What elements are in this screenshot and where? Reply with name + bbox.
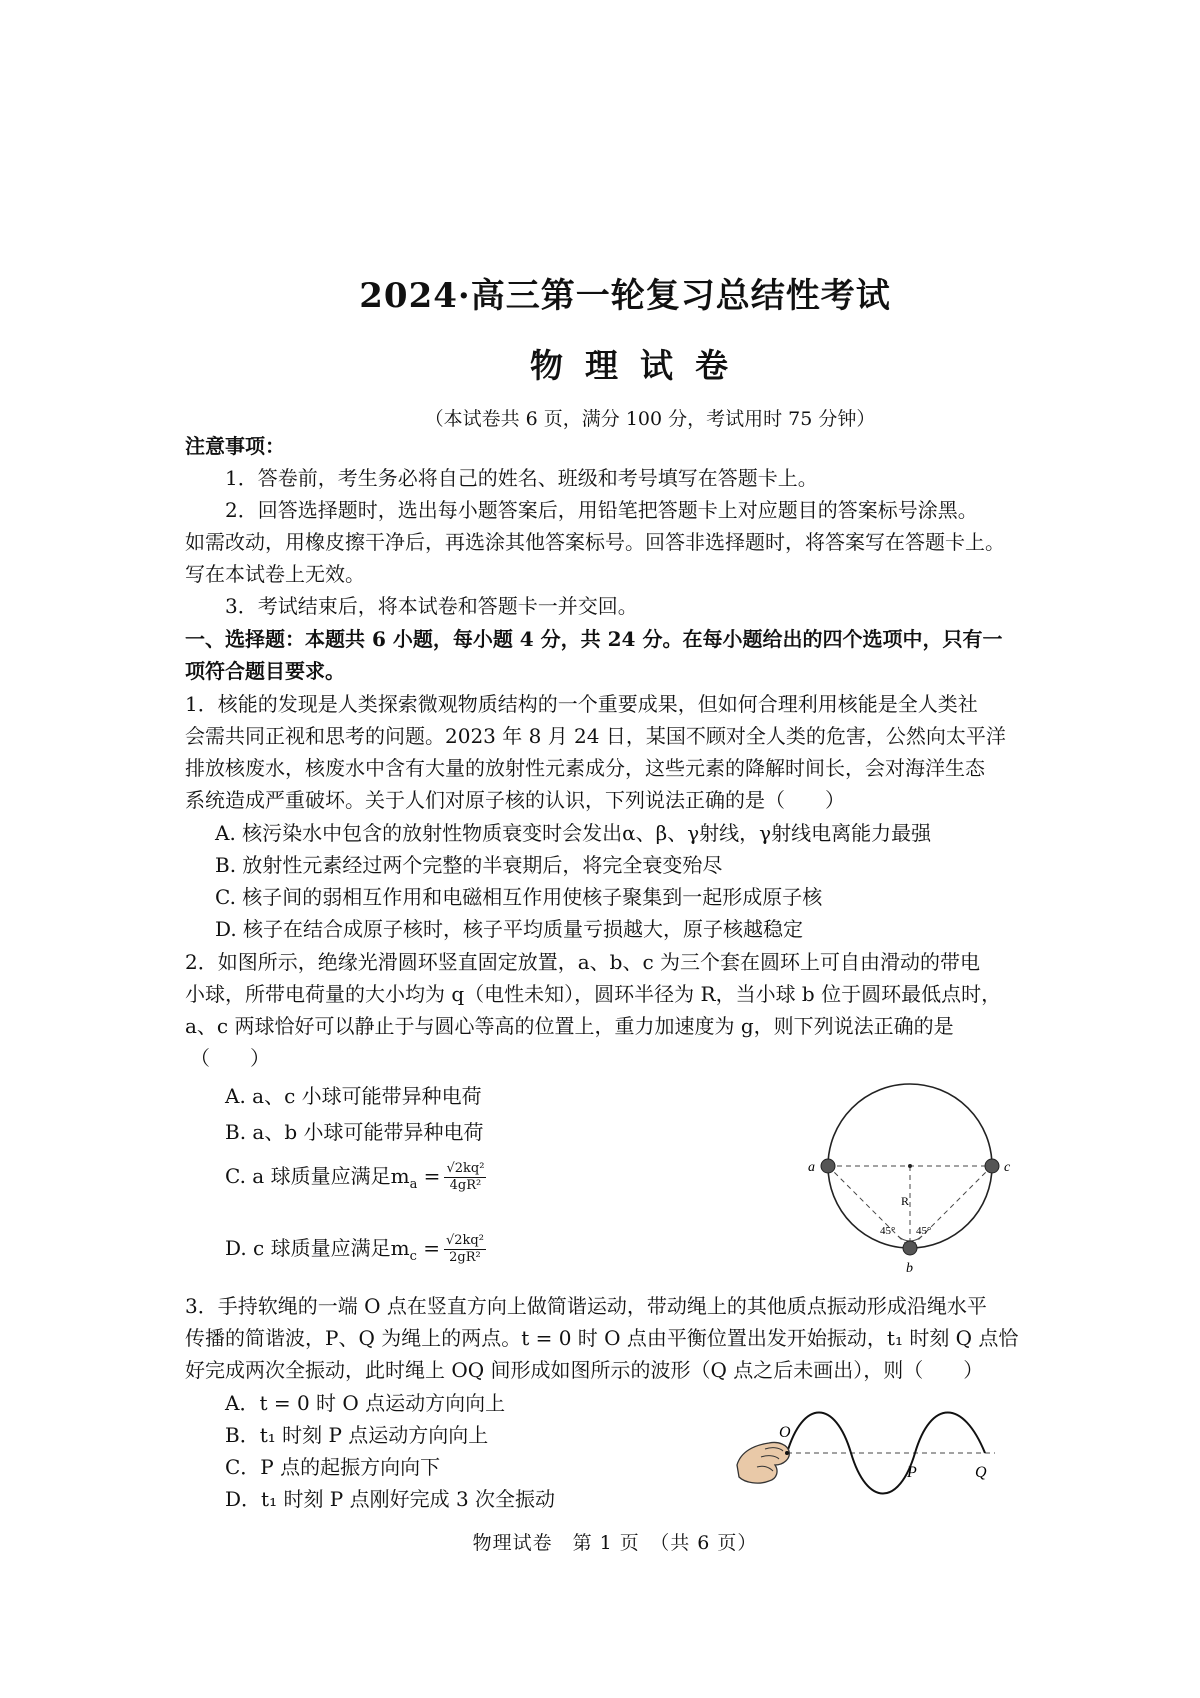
q2-option-d-numerator: √2kq² bbox=[445, 1233, 484, 1248]
q2-option-d-fraction bbox=[444, 1233, 486, 1266]
q2-option-b: B. a、b 小球可能带异种电荷 bbox=[225, 1120, 484, 1144]
section-heading-line2: 项符合题目要求。 bbox=[185, 659, 345, 683]
q2-option-c-denominator: 4gR² bbox=[449, 1178, 482, 1193]
q2-option-d-text: D. c 球质量应满足m bbox=[225, 1236, 410, 1260]
q2-ring-figure bbox=[780, 1060, 1040, 1275]
q3-option-d: D．t₁ 时刻 P 点刚好完成 3 次全振动 bbox=[225, 1487, 556, 1511]
q2-option-c-text: C. a 球质量应满足m bbox=[225, 1164, 410, 1188]
q1-option-a: A. 核污染水中包含的放射性物质衰变时会发出α、β、γ射线，γ射线电离能力最强 bbox=[215, 821, 932, 845]
q1-stem-line3: 排放核废水，核废水中含有大量的放射性元素成分，这些元素的降解时间长，会对海洋生态 bbox=[185, 756, 985, 780]
label-b: b bbox=[906, 1261, 913, 1275]
q2-option-c-numerator: √2kq² bbox=[446, 1161, 485, 1176]
notice-item-2-cont: 如需改动，用橡皮擦干净后，再选涂其他答案标号。回答非选择题时，将答案写在答题卡上。 bbox=[185, 530, 1005, 554]
label-a: a bbox=[808, 1160, 815, 1175]
q3-stem-line1: 3．手持软绳的一端 O 点在竖直方向上做简谐运动，带动绳上的其他质点振动形成沿绳水平 bbox=[185, 1294, 987, 1318]
section-heading-line1: 一、选择题：本题共 6 小题，每小题 4 分，共 24 分。在每小题给出的四个选项中，只有一 bbox=[185, 627, 1003, 651]
q3-wave-figure bbox=[735, 1405, 1005, 1515]
label-angle-right: 45° bbox=[916, 1225, 932, 1237]
q2-option-a: A. a、c 小球可能带异种电荷 bbox=[225, 1084, 482, 1108]
q2-stem-line4: （ ） bbox=[190, 1046, 270, 1070]
ab-dashed-line bbox=[828, 1166, 910, 1248]
exam-title: 2024·高三第一轮复习总结性考试 bbox=[359, 276, 891, 316]
q2-option-c-fraction bbox=[444, 1161, 486, 1194]
q2-option-d: D. c 球质量应满足$m_c$ = $\frac{\text{√2kq²}}{\text{2gR²}}$ bbox=[225, 1233, 484, 1265]
q1-option-c: C. 核子间的弱相互作用和电磁相互作用使核子聚集到一起形成原子核 bbox=[215, 885, 823, 909]
label-R: R bbox=[901, 1194, 910, 1208]
q2-option-c-sub: a bbox=[409, 1177, 418, 1192]
label-Q: Q bbox=[975, 1464, 987, 1481]
ball-c bbox=[985, 1159, 999, 1173]
q3-option-a: A．t = 0 时 O 点运动方向向上 bbox=[225, 1391, 506, 1415]
q1-option-d: D. 核子在结合成原子核时，核子平均质量亏损越大，原子核越稳定 bbox=[215, 917, 804, 941]
q1-stem-line4: 系统造成严重破坏。关于人们对原子核的认识，下列说法正确的是（ ） bbox=[185, 788, 845, 812]
notice-heading: 注意事项： bbox=[185, 434, 285, 458]
q3-stem-line3: 好完成两次全振动，此时绳上 OQ 间形成如图所示的波形（Q 点之后未画出），则（ ） bbox=[185, 1358, 984, 1382]
q3-option-c: C．P 点的起振方向向下 bbox=[225, 1455, 441, 1479]
notice-item-3: 3．考试结束后，将本试卷和答题卡一并交回。 bbox=[225, 594, 638, 618]
q2-stem-line3: a、c 两球恰好可以静止于与圆心等高的位置上，重力加速度为 g，则下列说法正确的是 bbox=[185, 1014, 954, 1038]
page-footer: 物理试卷 第 1 页 （共 6 页） bbox=[472, 1532, 758, 1554]
q2-stem-line2: 小球，所带电荷量的大小均为 q（电性未知），圆环半径为 R，当小球 b 位于圆环最低点时， bbox=[185, 982, 1002, 1006]
point-O bbox=[785, 1451, 789, 1455]
notice-item-1: 1．答卷前，考生务必将自己的姓名、班级和考号填写在答题卡上。 bbox=[225, 466, 818, 490]
label-O: O bbox=[779, 1424, 791, 1441]
notice-item-2-end: 写在本试卷上无效。 bbox=[185, 562, 365, 586]
q2-option-d-denominator: 2gR² bbox=[449, 1250, 481, 1265]
q2-option-d-sub: c bbox=[409, 1249, 417, 1264]
q3-option-b: B．t₁ 时刻 P 点运动方向向上 bbox=[225, 1423, 489, 1447]
label-angle-left: 45° bbox=[880, 1225, 896, 1237]
exam-subject: 物理试卷 bbox=[530, 346, 750, 385]
q1-stem-line1: 1．核能的发现是人类探索微观物质结构的一个重要成果，但如何合理利用核能是全人类社 bbox=[185, 692, 978, 716]
exam-info: （本试卷共 6 页，满分 100 分，考试用时 75 分钟） bbox=[424, 408, 876, 430]
ring-center bbox=[908, 1164, 912, 1168]
ball-b bbox=[903, 1241, 917, 1255]
hand-icon bbox=[737, 1442, 789, 1483]
q2-stem-line1: 2．如图所示，绝缘光滑圆环竖直固定放置，a、b、c 为三个套在圆环上可自由滑动的带电 bbox=[185, 950, 981, 974]
q1-stem-line2: 会需共同正视和思考的问题。2023 年 8 月 24 日，某国不顾对全人类的危害，公然向太平洋 bbox=[185, 724, 1006, 748]
q3-stem-line2: 传播的简谐波，P、Q 为绳上的两点。t = 0 时 O 点由平衡位置出发开始振动，t₁ 时刻 Q 点恰 bbox=[185, 1326, 1019, 1350]
notice-item-2: 2．回答选择题时，选出每小题答案后，用铅笔把答题卡上对应题目的答案标号涂黑。 bbox=[225, 498, 978, 522]
q1-option-b: B. 放射性元素经过两个完整的半衰期后，将完全衰变殆尽 bbox=[215, 853, 723, 877]
label-c: c bbox=[1004, 1160, 1011, 1175]
label-P: P bbox=[907, 1464, 917, 1481]
ball-a bbox=[821, 1159, 835, 1173]
q2-option-c: C. a 球质量应满足$m_a$ = $\frac{\text{√2kq²}}{\text{4gR²}}$ bbox=[225, 1161, 485, 1193]
